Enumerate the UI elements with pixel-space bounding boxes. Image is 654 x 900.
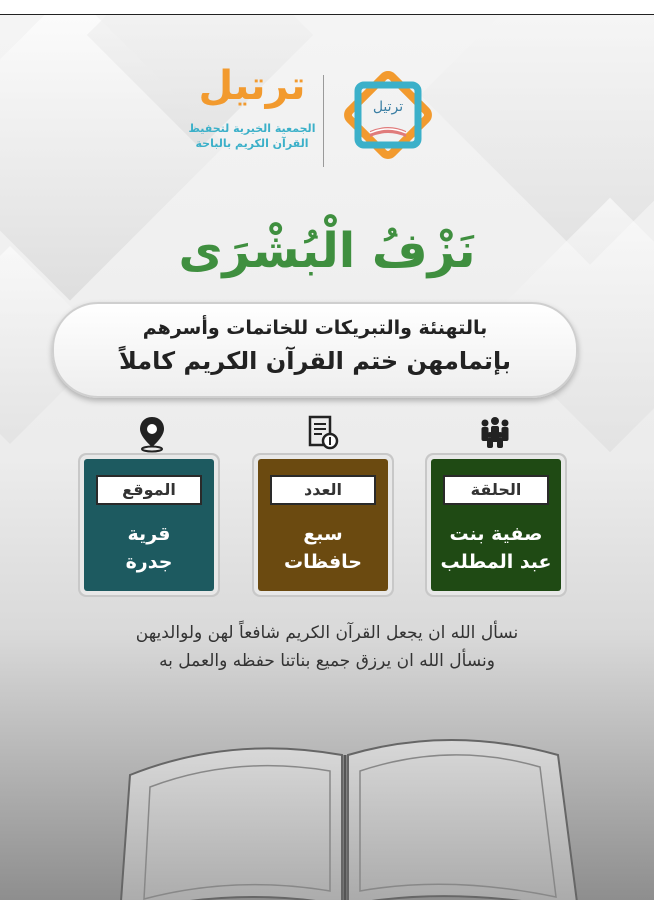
banner-line1: بالتهنئة والتبريكات للخاتمات وأسرهم [142,317,488,339]
location-pin-icon [132,413,172,453]
logo-wordmark: ترتيل [198,63,306,109]
logo-emblem-icon [340,67,436,163]
card-value-line2: جدرة [125,551,173,573]
card-value-line1: قرية [127,523,171,545]
people-group-icon [475,413,515,453]
card-label: الموقع [96,475,202,505]
logo-divider [323,75,324,167]
card-value-line1: سبع [303,523,343,545]
prayer-line2: ونسأل الله ان يرزق جميع بناتنا حفظه والعمل به [159,651,495,671]
card-value-line2: عبد المطلب [440,551,552,573]
logo-emblem [340,67,436,163]
open-quran-image [110,715,580,900]
card-label: العدد [270,475,376,505]
congrats-banner [52,302,578,398]
count-card [258,459,388,591]
location-card [84,459,214,591]
document-icon [302,413,342,453]
top-border [0,0,654,15]
halaqa-card [431,459,561,591]
logo-subtitle-line1: الجمعية الخيرية لتحفيظ [188,122,316,135]
card-value-line2: حافظات [283,551,362,573]
card-value-line1: صفية بنت [449,523,543,545]
logo-subtitle [186,121,318,151]
logo-subtitle-line2: القرآن الكريم بالباحة [195,137,309,150]
banner-line2: بإتمامهن ختم القرآن الكريم كاملاً [119,347,511,375]
logo-emblem-text: ترتيل [372,99,404,115]
prayer-line1: نسأل الله ان يجعل القرآن الكريم شافعاً لهن ولوالديهن [135,623,519,643]
headline: نَزْفُ الْبُشْرَى [178,223,476,279]
announcement-poster [0,15,654,900]
card-label: الحلقة [443,475,549,505]
